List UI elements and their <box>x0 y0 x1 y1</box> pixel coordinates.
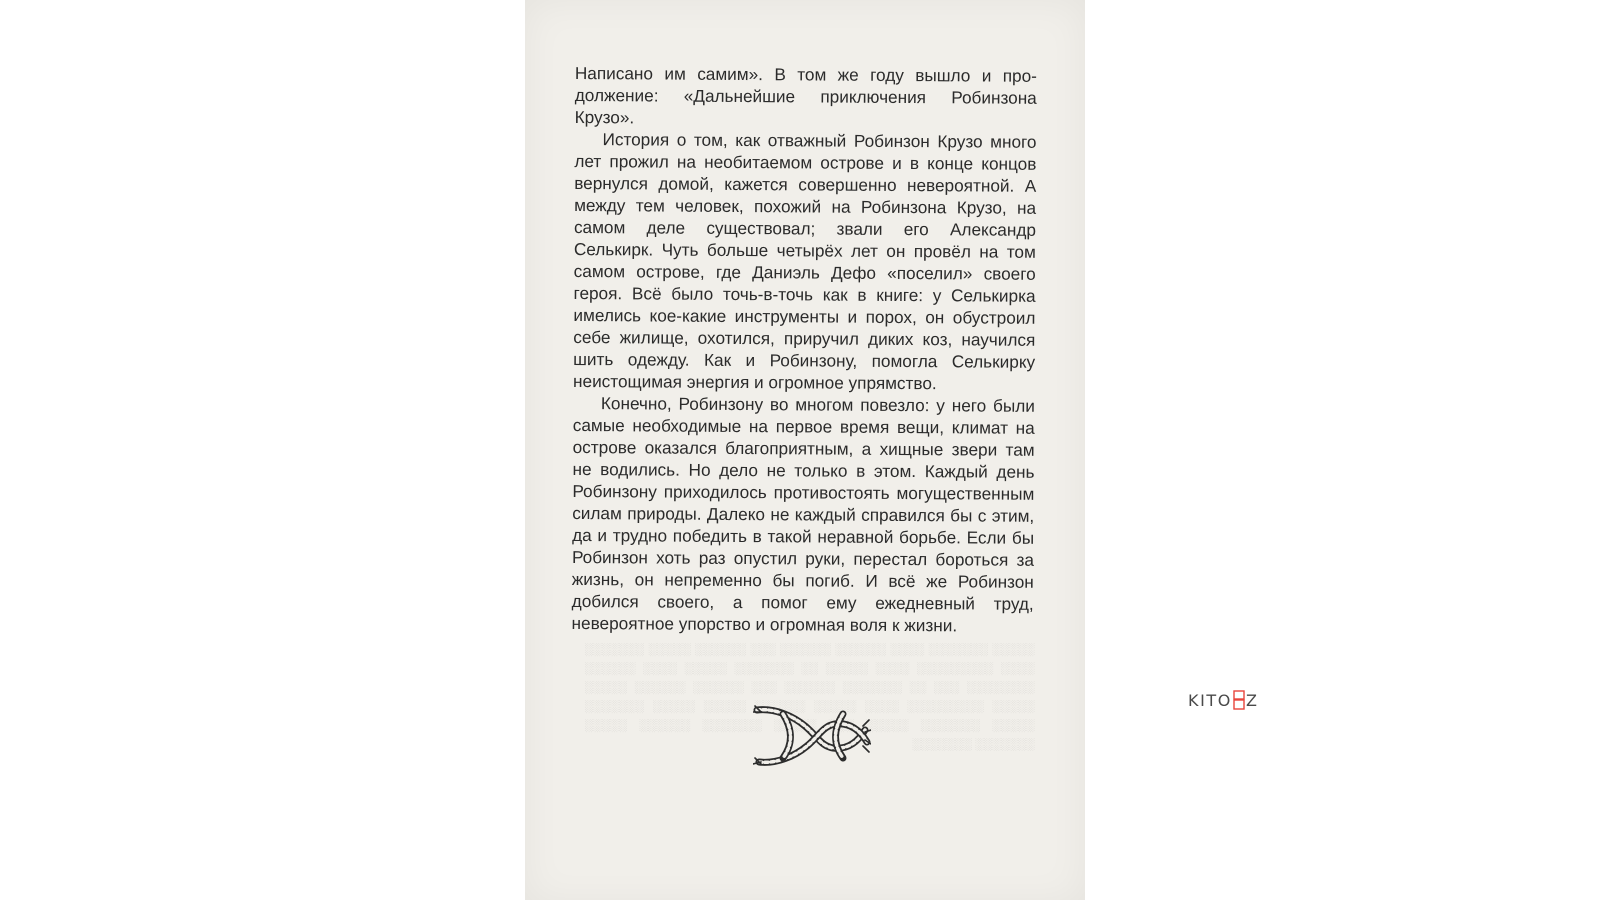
kitobz-watermark-logo <box>1188 690 1259 710</box>
rope-knot-icon <box>753 700 871 772</box>
show-through-text: ░░░░░ ░░░░░░░ ░░░░ ░░░░░░ ░░░░░░ ░░░ ░░░░░░ ░░░░░ ░░░░░░░ ░░░░ ░░░░░░░░░ ░░░░ ░░░░░ ░░ ░░░░░░░ ░░░░░ ░░░░ ░░░░░░ ░░░░░░░░ ░░░ ░░ ░░░░░░░ ░░░░░░ ░░░ ░░░░░░ ░░░░░░ ░░░░░ ░░░░░ ░░░░░░░░░ ░░░░ ░░░░░ ░░░░░░ ░░░░░ ░░░░░ ░░░░░░░ ░░░░░ ░░░░░░░ ░░░░░ ░░░ ░░░░░ ░░░░░░░ ░░░░░░ ░░░░░ ░░░░░░░ ░░░░░░░ <box>585 642 1035 751</box>
logo-b-glyph-icon <box>1233 690 1245 710</box>
page-text <box>572 62 1037 637</box>
logo-text-end: Z <box>1245 690 1259 710</box>
paragraph-1: Написано им самим». В том же году вышло и продолжение: «Дальнейшие приключения Робинзона Крузо». <box>574 62 1037 128</box>
paragraph-2: История о том, как отважный Робинзон Крузо много лет прожил на необитаемом острове и в конце концов вернулся домой, кажется совершенно невероятной. А между тем человек, похожий на Робинзона Крузо, на самом деле существовал; звали его Александр Селькирк. Чуть больше четырёх лет он провёл на том самом острове, где Даниэль Дефо «поселил» своего героя. Всё было точь-в-точь как в книге: у Селькирка имелись кое-какие инструменты и порох, он обустроил себе жилище, охотился, приручил диких коз, научился шить одежду. Как и Робинзону, помогла Селькирку неистощимая энергия и огромное упрямство. <box>572 129 1037 394</box>
logo-text-start: KITO <box>1188 690 1232 710</box>
paragraph-3: Конечно, Робинзону во многом повезло: у него были самые необходимые на первое время вещи, климат на острове оказался благоприятным, а хищные звери там не водились. Но дело не только в этом. Каждый день Робинзону приходилось противостоять могущественным силам природы. Далеко не каждый справился бы с этим, да и трудно победить в такой неравной борьбе. Если бы Робинзон хоть раз опустил руки, перестал бороться за жизнь, он непременно бы погиб. И всё же Робинзон добился своего, а помог ему ежедневный труд, невероятное упорство и огромная воля к жизни. <box>571 393 1035 636</box>
book-page <box>525 0 1085 900</box>
